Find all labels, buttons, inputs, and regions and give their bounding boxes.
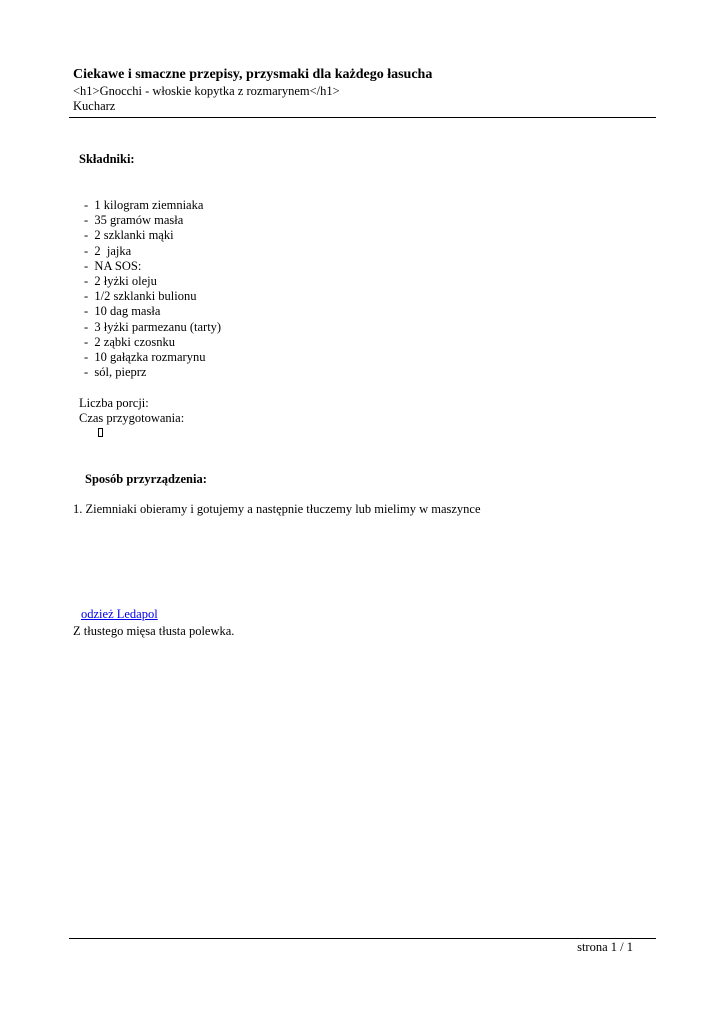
ingredient-item: - 1 kilogram ziemniaka (84, 198, 204, 212)
method-step: 1. Ziemniaki obieramy i gotujemy a następnie tłuczemy lub mielimy w maszynce (73, 502, 481, 516)
author-name: Kucharz (73, 99, 116, 113)
ingredient-item: - 10 dag masła (84, 304, 161, 319)
proverb-text: Z tłustego mięsa tłusta polewka. (73, 624, 235, 638)
site-title: Ciekawe i smaczne przepisy, przysmaki dla każdego łasucha (73, 67, 433, 82)
ingredient-item: - 3 łyżki parmezanu (tarty) (84, 319, 222, 334)
ingredient-item: - 2 jajka (84, 243, 132, 258)
ingredient-item: - 2 szklanki mąki (84, 228, 174, 243)
ingredient-item: - 2 łyżki oleju (84, 273, 157, 288)
ingredient-item: - 1/2 szklanki bulionu (84, 289, 197, 304)
servings-label: Liczba porcji: (79, 396, 149, 410)
header-divider (69, 117, 656, 118)
ingredient-item: - sól, pieprz (84, 365, 147, 380)
ingredients-list (84, 198, 221, 380)
ingredient-item: - NA SOS: (84, 258, 142, 273)
ad-link[interactable]: odzież Ledapol (81, 607, 158, 621)
method-heading: Sposób przyrządzenia: (85, 472, 207, 486)
ingredient-item: - 35 gramów masła (84, 213, 184, 228)
page-number: strona 1 / 1 (577, 940, 633, 954)
missing-image-icon (98, 428, 103, 437)
ingredients-heading: Składniki: (79, 152, 135, 166)
prep-time-label: Czas przygotowania: (79, 411, 185, 425)
ingredient-item: - 2 ząbki czosnku (84, 334, 175, 349)
ingredient-item: - 10 gałązka rozmarynu (84, 349, 206, 364)
page-heading: <h1>Gnocchi - włoskie kopytka z rozmarynem</h1> (73, 84, 340, 98)
footer-divider (69, 938, 656, 939)
